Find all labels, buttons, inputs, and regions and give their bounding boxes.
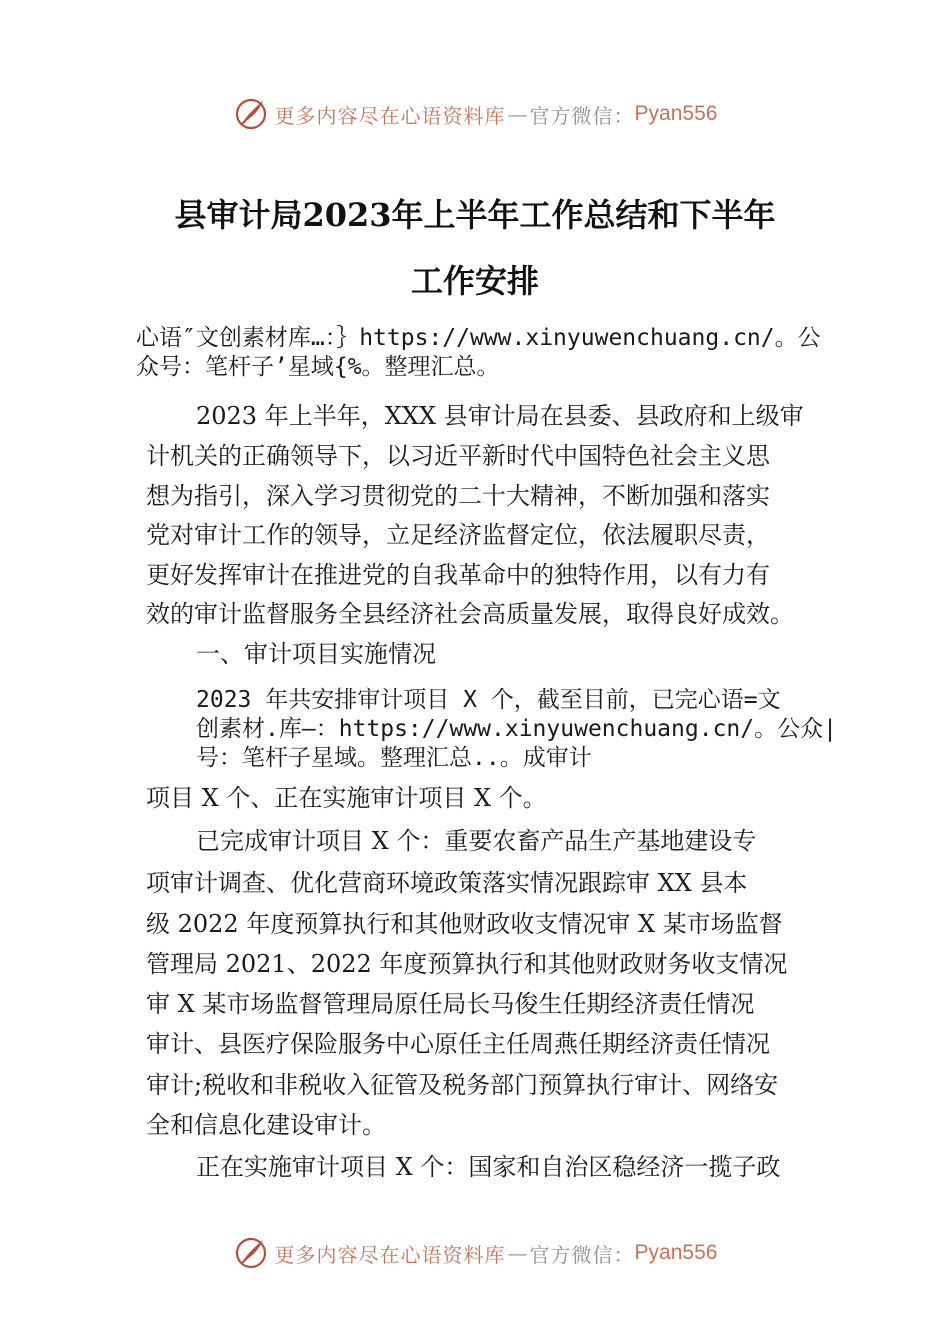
banner-wechat-id: Pyan556 — [634, 1241, 718, 1264]
text-line: 项目 X 个、正在实施审计项目 X 个。 — [146, 784, 547, 812]
banner-wechat-id: Pyan556 — [634, 102, 718, 125]
text-line: 审 X 某市场监督管理局原任局长马俊生任期经济责任情况 — [146, 990, 755, 1018]
quill-seal-icon — [233, 96, 269, 132]
text-line: 党对审计工作的领导，立足经济监督定位，依法履职尽责， — [146, 521, 770, 549]
text-line: 2023 年上半年，XXX 县审计局在县委、县政府和上级审 — [196, 402, 804, 430]
watermark-line: 心语″文创素材库…：｝https://www.xinyuwenchuang.cn/。公 — [136, 325, 821, 351]
footer-banner — [0, 1233, 950, 1273]
header-banner — [0, 94, 950, 134]
banner-wechat-label: 官方微信： — [529, 103, 635, 128]
text-line: 想为指引，深入学习贯彻党的二十大精神，不断加强和落实 — [146, 482, 770, 510]
text-line: 审计、县医疗保险服务中心原任主任周燕任期经济责任情况 — [146, 1030, 770, 1058]
banner-text: 更多内容尽在心语资料库 — [274, 1242, 506, 1267]
text-line: 级 2022 年度预算执行和其他财政收支情况审 X 某市场监督 — [146, 910, 783, 938]
banner-separator: — — [507, 1241, 528, 1265]
banner-wechat-label: 官方微信： — [529, 1242, 635, 1267]
banner-separator: — — [507, 102, 528, 126]
quill-seal-icon — [233, 1235, 269, 1271]
text-line: 正在实施审计项目 X 个：国家和自治区稳经济一揽子政 — [196, 1153, 781, 1181]
text-line: 全和信息化建设审计。 — [146, 1111, 386, 1139]
text-line: 号：笔杆子星域。整理汇总..。成审计 — [196, 745, 592, 771]
text-line: 创素材.库—：https://www.xinyuwenchuang.cn/。公众| — [196, 716, 837, 742]
text-line: 已完成审计项目 X 个：重要农畜产品生产基地建设专 — [196, 827, 757, 855]
text-line: 项审计调查、优化营商环境政策落实情况跟踪审 XX 县本 — [146, 869, 748, 897]
text-line: 效的审计监督服务全县经济社会高质量发展，取得良好成效。 — [146, 600, 794, 628]
document-title-line-1: 县审计局2023年上半年工作总结和下半年 — [174, 196, 776, 234]
text-line: 计机关的正确领导下，以习近平新时代中国特色社会主义思 — [146, 442, 770, 470]
watermark-line: 众号：笔杆子’星域{%。整理汇总。 — [136, 354, 500, 380]
document-title-line-2: 工作安排 — [410, 262, 539, 300]
text-line: 更好发挥审计在推进党的自我革命中的独特作用，以有力有 — [146, 561, 770, 589]
text-line: 审计;税收和非税收入征管及税务部门预算执行审计、网络安 — [146, 1071, 779, 1099]
text-line: 2023 年共安排审计项目 X 个，截至目前，已完心语=文 — [196, 687, 781, 713]
text-line: 管理局 2021、2022 年度预算执行和其他财政财务收支情况 — [146, 950, 788, 978]
banner-text: 更多内容尽在心语资料库 — [274, 103, 506, 128]
section-heading: 一、审计项目实施情况 — [196, 640, 436, 668]
